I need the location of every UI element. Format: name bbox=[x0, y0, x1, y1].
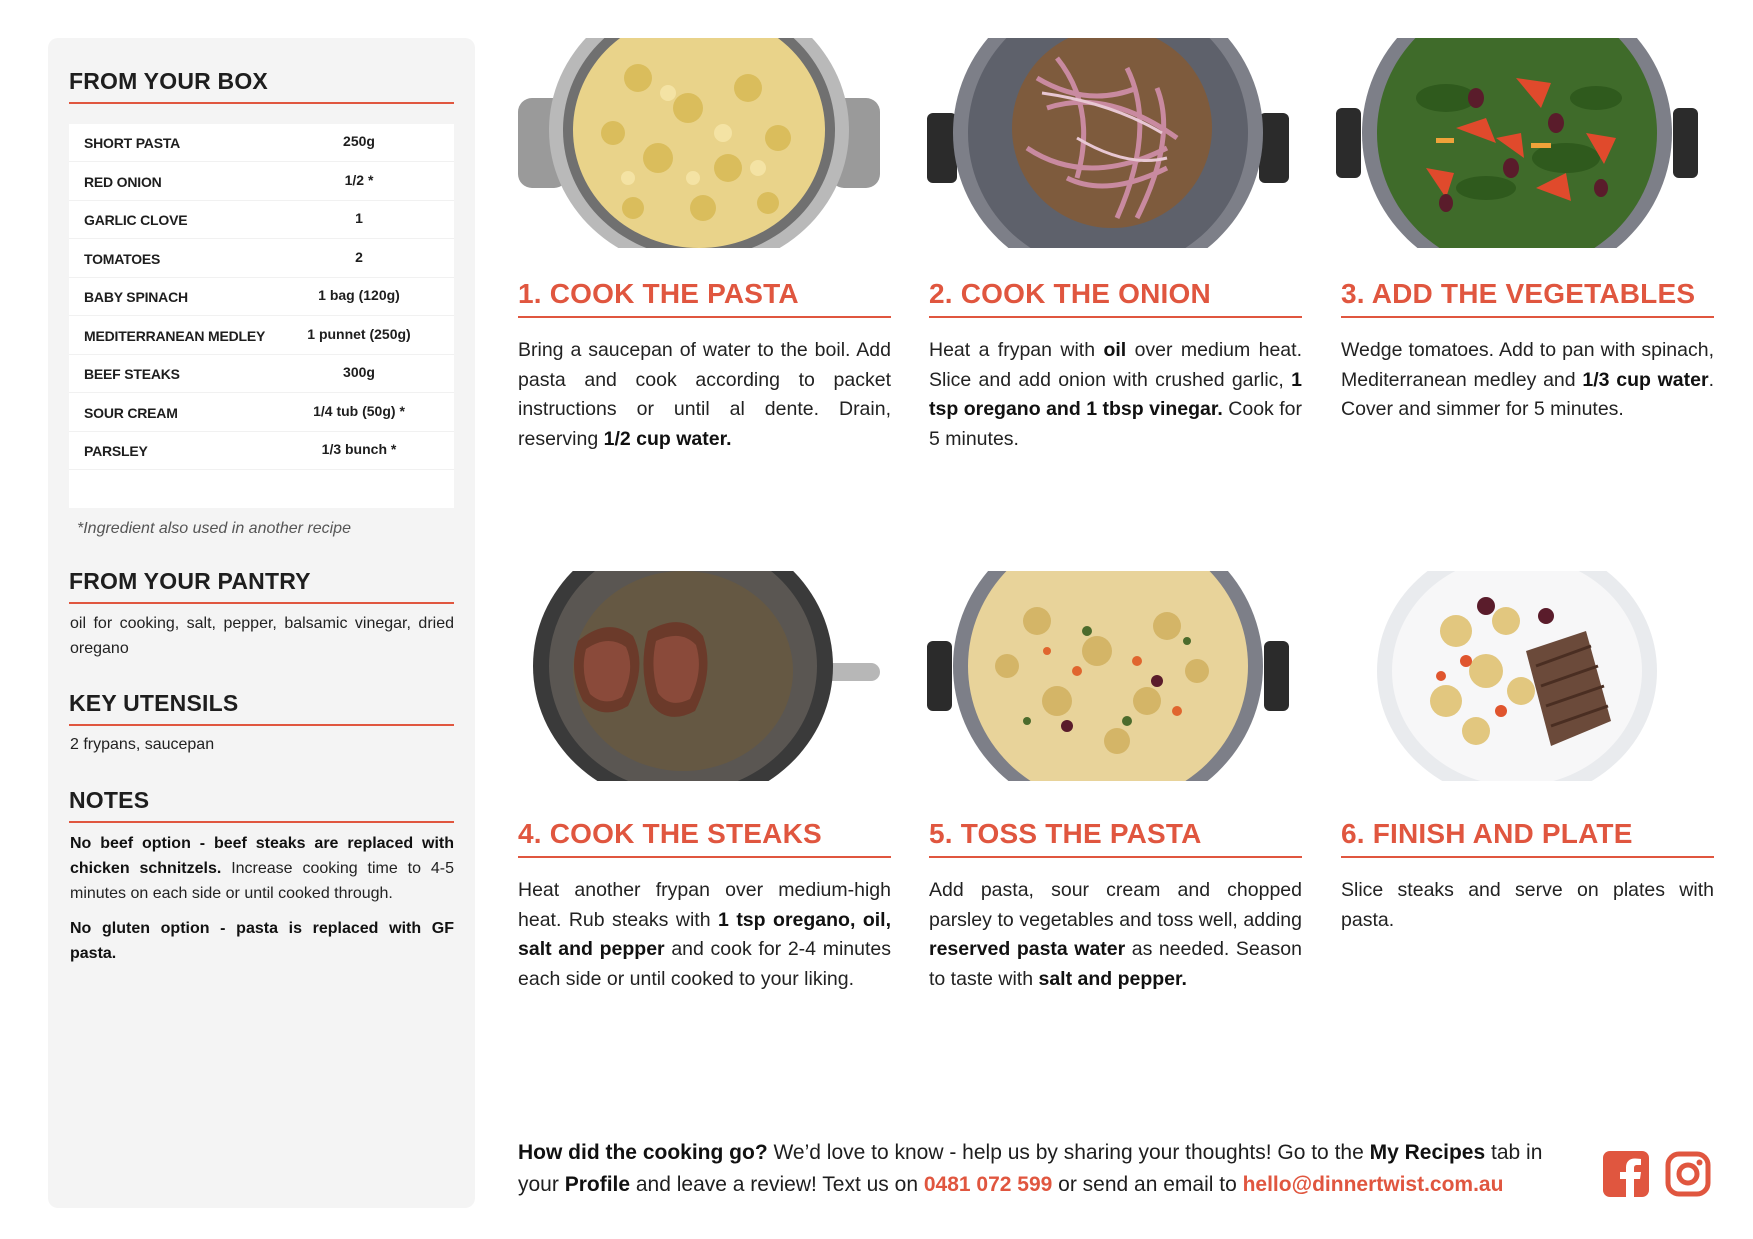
ingredient-row bbox=[69, 394, 454, 432]
step-5-text-run: salt and pepper. bbox=[1038, 967, 1187, 990]
ingredient-name: PARSLEY bbox=[84, 443, 148, 459]
ingredient-name: RED ONION bbox=[84, 173, 162, 190]
note-no-gluten bbox=[70, 916, 454, 966]
ingredients-table bbox=[69, 124, 454, 508]
step-4-title: 4. COOK THE STEAKS bbox=[518, 818, 891, 858]
ingredient-name: BEEF STEAKS bbox=[84, 366, 180, 382]
step-2-text-run: Heat a frypan with bbox=[929, 339, 1104, 361]
note-no-beef-rest: Increase cooking time to 4-5 minutes on each side or until cooked through. bbox=[70, 860, 454, 902]
ingredient-qty: 1 bag (120g) bbox=[318, 287, 400, 303]
my-recipes-link: My Recipes bbox=[1369, 1141, 1486, 1164]
utensils-text: 2 frypans, saucepan bbox=[70, 736, 215, 753]
ingredient-qty: 1/2 * bbox=[344, 171, 374, 188]
step-5-text-run: as needed. Season to taste with bbox=[929, 938, 1302, 990]
ingredient-name: MEDITERRANEAN MEDLEY bbox=[84, 327, 266, 344]
step-3-text-run: . Cover and simmer for 5 minutes. bbox=[1341, 368, 1714, 420]
ingredient-qty: 1 punnet (250g) bbox=[307, 325, 411, 342]
step-3-body bbox=[1341, 336, 1714, 425]
from-your-pantry-heading: FROM YOUR PANTRY bbox=[69, 568, 454, 604]
step-5-photo bbox=[927, 571, 1289, 781]
pantry-text: oil for cooking, salt, pepper, balsamic vinegar, dried oregano bbox=[70, 615, 454, 657]
ingredient-name: SHORT PASTA bbox=[84, 135, 181, 151]
note-no-beef-bold: No beef option - beef steaks are replaced with chicken schnitzels. bbox=[70, 835, 454, 877]
ingredient-name: BABY SPINACH bbox=[84, 289, 188, 305]
feedback-question: How did the cooking go? bbox=[518, 1141, 768, 1164]
ingredient-row bbox=[69, 201, 454, 239]
step-3-text-run: Wedge tomatoes. Add to pan with spinach, Mediterranean medley and bbox=[1341, 339, 1714, 391]
step-3-title: 3. ADD THE VEGETABLES bbox=[1341, 278, 1714, 318]
step-5-text-run: reserved pasta water bbox=[929, 938, 1126, 960]
step-2-text-run: Cook for 5 minutes. bbox=[929, 398, 1302, 450]
feedback-text-2: tab in your bbox=[518, 1141, 1543, 1196]
ingredient-row bbox=[69, 240, 454, 278]
step-5-body bbox=[929, 876, 1302, 994]
phone-link[interactable]: 0481 072 599 bbox=[923, 1172, 1053, 1196]
step-4-body bbox=[518, 876, 891, 994]
step-4-text-run: and cook for 2-4 minutes each side or until cooked to your liking. bbox=[518, 938, 891, 990]
facebook-icon[interactable] bbox=[1603, 1151, 1649, 1197]
ingredient-qty: 300g bbox=[343, 364, 375, 380]
step-2-photo bbox=[927, 38, 1289, 248]
feedback-text bbox=[518, 1137, 1578, 1200]
key-utensils-heading: KEY UTENSILS bbox=[69, 690, 454, 726]
step-1-body bbox=[518, 336, 891, 454]
step-6-title: 6. FINISH AND PLATE bbox=[1341, 818, 1714, 858]
step-1-text-run: 1/2 cup water. bbox=[603, 427, 732, 450]
ingredient-row bbox=[69, 355, 454, 393]
step-2-body bbox=[929, 336, 1302, 454]
instagram-icon[interactable] bbox=[1665, 1151, 1711, 1197]
email-link[interactable]: hello@dinnertwist.com.au bbox=[1242, 1172, 1504, 1196]
step-4-text-run: Heat another frypan over medium-high heat. Rub steaks with bbox=[518, 879, 891, 931]
feedback-text-3: and leave a review! Text us on bbox=[630, 1172, 924, 1196]
step-2-text-run: oil bbox=[1103, 339, 1127, 361]
ingredient-qty: 1/4 tub (50g) * bbox=[313, 402, 405, 419]
feedback-text-4: or send an email to bbox=[1052, 1172, 1243, 1196]
ingredient-row bbox=[69, 163, 454, 201]
note-no-beef bbox=[70, 831, 454, 906]
step-1-photo bbox=[518, 38, 880, 248]
ingredient-qty: 1 bbox=[355, 210, 363, 226]
ingredient-qty: 250g bbox=[343, 133, 375, 149]
step-2-title: 2. COOK THE ONION bbox=[929, 278, 1302, 318]
step-2-text-run: over medium heat. Slice and add onion with crushed garlic, bbox=[929, 339, 1302, 391]
ingredient-footnote: *Ingredient also used in another recipe bbox=[77, 520, 351, 537]
ingredient-row bbox=[69, 278, 454, 316]
step-3-photo bbox=[1336, 38, 1698, 248]
step-5-text-run: Add pasta, sour cream and chopped parsley to vegetables and toss well, adding bbox=[929, 879, 1302, 931]
from-your-box-heading: FROM YOUR BOX bbox=[69, 68, 454, 104]
step-6-text-run: Slice steaks and serve on plates with pasta. bbox=[1341, 879, 1714, 931]
ingredient-qty: 1/3 bunch * bbox=[321, 441, 397, 457]
step-3-text-run: 1/3 cup water bbox=[1582, 368, 1709, 391]
step-4-photo bbox=[518, 571, 880, 781]
step-6-body bbox=[1341, 876, 1714, 935]
ingredients-panel bbox=[48, 38, 475, 1208]
ingredient-name: SOUR CREAM bbox=[84, 404, 178, 421]
ingredient-row bbox=[69, 317, 454, 355]
note-no-gluten-bold: No gluten option - pasta is replaced with GF pasta. bbox=[70, 920, 454, 962]
feedback-text-1: We’d love to know - help us by sharing your thoughts! Go to the bbox=[767, 1141, 1370, 1164]
step-6-photo bbox=[1336, 571, 1698, 781]
ingredient-name: TOMATOES bbox=[84, 250, 161, 267]
ingredient-row bbox=[69, 124, 454, 162]
profile-link: Profile bbox=[564, 1172, 631, 1196]
notes-heading: NOTES bbox=[69, 787, 454, 823]
ingredient-name: GARLIC CLOVE bbox=[84, 212, 188, 228]
ingredient-row bbox=[69, 432, 454, 470]
ingredient-qty: 2 bbox=[355, 248, 363, 265]
step-1-text-run: Bring a saucepan of water to the boil. Add pasta and cook according to packet instructions or until al dente. Drain, reserving bbox=[518, 339, 891, 450]
step-1-title: 1. COOK THE PASTA bbox=[518, 278, 891, 318]
step-4-text-run: 1 tsp oregano, oil, salt and pepper bbox=[518, 908, 891, 960]
step-5-title: 5. TOSS THE PASTA bbox=[929, 818, 1302, 858]
step-2-text-run: 1 tsp oregano and 1 tbsp vinegar. bbox=[929, 368, 1302, 420]
